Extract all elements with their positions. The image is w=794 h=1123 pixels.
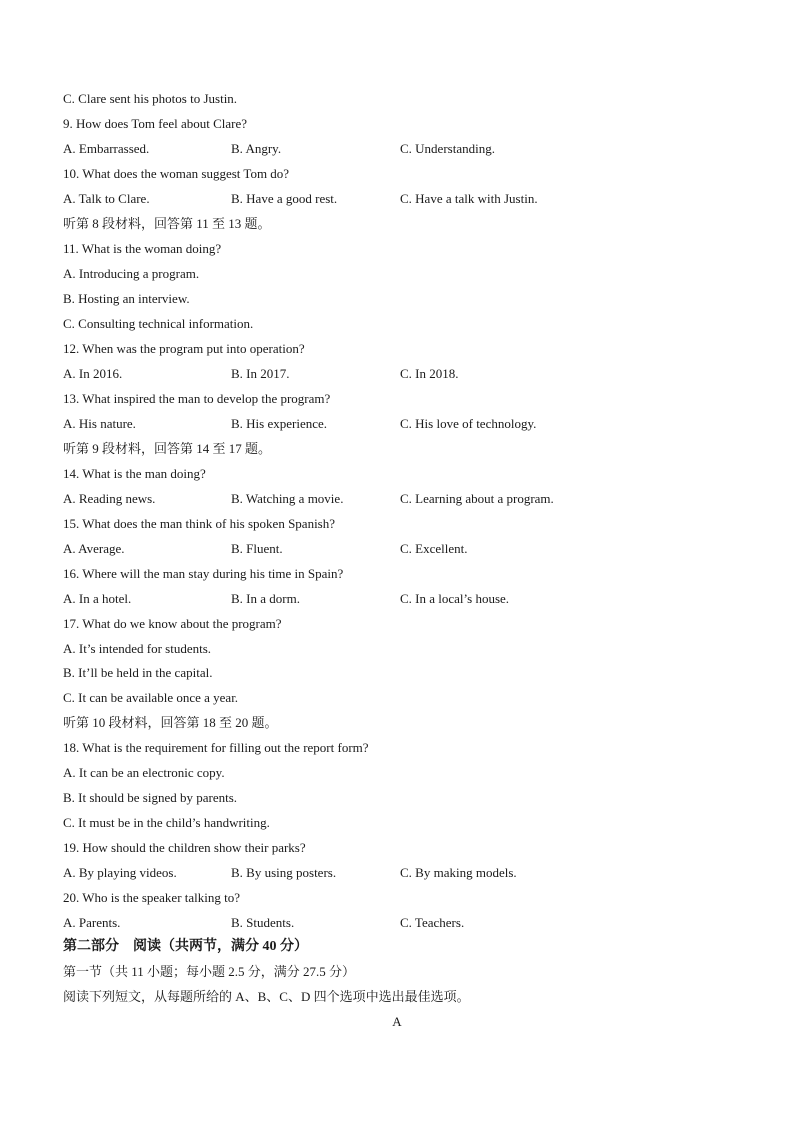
- question-13: 13. What inspired the man to develop the program?: [63, 391, 331, 406]
- q12-option-b: B. In 2017.: [231, 366, 290, 381]
- q10-option-b: B. Have a good rest.: [231, 191, 338, 206]
- q10-option-c: C. Have a talk with Justin.: [400, 191, 538, 206]
- q12-option-c: C. In 2018.: [400, 366, 459, 381]
- question-11: 11. What is the woman doing?: [63, 241, 222, 256]
- q19-option-c: C. By making models.: [400, 865, 517, 880]
- q19-option-b: B. By using posters.: [231, 865, 337, 880]
- question-17: 17. What do we know about the program?: [63, 616, 282, 631]
- q15-option-a: A. Average.: [63, 541, 125, 556]
- question-12: 12. When was the program put into operation?: [63, 341, 305, 356]
- q14-option-b: B. Watching a movie.: [231, 491, 344, 506]
- q11-option-b: B. Hosting an interview.: [63, 291, 190, 306]
- part-two-heading: 第二部分 阅读（共两节，满分 40 分）: [63, 939, 308, 954]
- section-one-heading: 第一节（共 11 小题；每小题 2.5 分，满分 27.5 分）: [63, 964, 356, 979]
- section-instruction-9: 听第 9 段材料，回答第 14 至 17 题。: [63, 441, 272, 456]
- q9-option-c: C. Understanding.: [400, 141, 495, 156]
- q13-option-c: C. His love of technology.: [400, 416, 537, 431]
- passage-label: A: [392, 1014, 402, 1029]
- option-line: C. Clare sent his photos to Justin.: [63, 91, 238, 106]
- question-9: 9. How does Tom feel about Clare?: [63, 116, 248, 131]
- q16-option-b: B. In a dorm.: [231, 591, 300, 606]
- q14-option-a: A. Reading news.: [63, 491, 156, 506]
- question-16: 16. Where will the man stay during his time in Spain?: [63, 566, 344, 581]
- q10-option-a: A. Talk to Clare.: [63, 191, 150, 206]
- q18-option-b: B. It should be signed by parents.: [63, 790, 238, 805]
- q18-option-c: C. It must be in the child’s handwriting.: [63, 815, 270, 830]
- q20-option-b: B. Students.: [231, 915, 295, 930]
- question-10: 10. What does the woman suggest Tom do?: [63, 166, 290, 181]
- q16-option-c: C. In a local’s house.: [400, 591, 510, 606]
- q20-option-c: C. Teachers.: [400, 915, 465, 930]
- q17-option-c: C. It can be available once a year.: [63, 690, 239, 705]
- q17-option-a: A. It’s intended for students.: [63, 641, 212, 656]
- question-14: 14. What is the man doing?: [63, 466, 206, 481]
- question-15: 15. What does the man think of his spoken Spanish?: [63, 516, 336, 531]
- section-instruction-10: 听第 10 段材料，回答第 18 至 20 题。: [63, 715, 278, 730]
- q13-option-b: B. His experience.: [231, 416, 328, 431]
- q19-option-a: A. By playing videos.: [63, 865, 177, 880]
- question-19: 19. How should the children show their parks?: [63, 840, 306, 855]
- question-18: 18. What is the requirement for filling out the report form?: [63, 740, 369, 755]
- q14-option-c: C. Learning about a program.: [400, 491, 554, 506]
- q12-option-a: A. In 2016.: [63, 366, 123, 381]
- q11-option-a: A. Introducing a program.: [63, 266, 200, 281]
- q11-option-c: C. Consulting technical information.: [63, 316, 254, 331]
- q9-option-a: A. Embarrassed.: [63, 141, 150, 156]
- q16-option-a: A. In a hotel.: [63, 591, 132, 606]
- question-20: 20. Who is the speaker talking to?: [63, 890, 241, 905]
- q9-option-b: B. Angry.: [231, 141, 282, 156]
- q15-option-b: B. Fluent.: [231, 541, 283, 556]
- q13-option-a: A. His nature.: [63, 416, 136, 431]
- q17-option-b: B. It’ll be held in the capital.: [63, 665, 213, 680]
- section-instruction-8: 听第 8 段材料，回答第 11 至 13 题。: [63, 216, 271, 231]
- q15-option-c: C. Excellent.: [400, 541, 468, 556]
- q18-option-a: A. It can be an electronic copy.: [63, 765, 225, 780]
- q20-option-a: A. Parents.: [63, 915, 121, 930]
- reading-instruction: 阅读下列短文，从每题所给的 A、B、C、D 四个选项中选出最佳选项。: [63, 989, 470, 1004]
